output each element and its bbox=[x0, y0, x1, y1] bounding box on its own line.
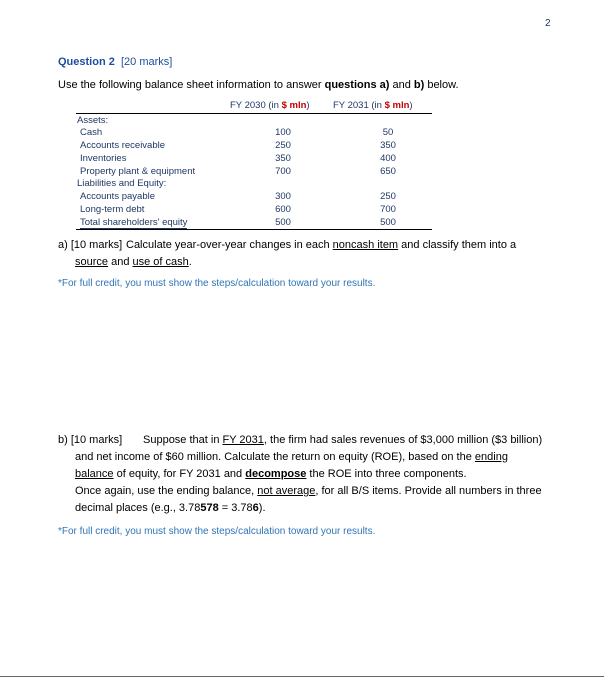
section-assets: Assets: bbox=[77, 115, 109, 126]
table-row: Cash 100 50 bbox=[80, 127, 394, 138]
part-b-text: Suppose that in bbox=[143, 434, 223, 446]
question-marks: [20 marks] bbox=[120, 56, 173, 68]
source-term: source bbox=[75, 256, 109, 268]
part-b-text4: of equity, for FY 2031 and bbox=[113, 468, 246, 480]
intro-text: Use the following balance sheet information to answer bbox=[58, 79, 325, 91]
fy-2031-term: FY 2031 bbox=[222, 434, 264, 446]
question-label: Question 2 bbox=[58, 56, 115, 68]
intro-bold-a: questions a) bbox=[324, 79, 390, 91]
part-b-text8: decimal places (e.g., 3.78 bbox=[75, 502, 201, 514]
part-b-note: *For full credit, you must show the steps/calculation toward your results. bbox=[58, 526, 376, 537]
part-b-text10: ). bbox=[258, 502, 266, 514]
table-row: Inventories 350 400 bbox=[80, 153, 396, 164]
page-bottom-rule bbox=[0, 676, 604, 677]
table-row: Accounts payable 300 250 bbox=[80, 191, 396, 202]
part-b-text7: , for all B/S items. Provide all numbers in three bbox=[315, 485, 542, 497]
table-row: Accounts receivable 250 350 bbox=[80, 140, 396, 151]
table-row: Long-term debt 600 700 bbox=[80, 204, 396, 215]
balance-sheet-table bbox=[76, 100, 432, 232]
part-b-text9: = 3.78 bbox=[218, 502, 253, 514]
part-b-tag: b) [10 marks] bbox=[58, 434, 123, 446]
col-header-fy2031: FY 2031 (in $ mln) bbox=[333, 100, 413, 111]
section-liabilities: Liabilities and Equity: bbox=[77, 178, 167, 189]
part-a bbox=[58, 237, 548, 271]
part-b-text5: the ROE into three components. bbox=[306, 468, 467, 480]
part-a-tag: a) [10 marks] bbox=[58, 239, 123, 251]
balance-term: balance bbox=[75, 468, 114, 480]
example-bold-result: 6 bbox=[252, 502, 259, 514]
page-number: 2 bbox=[545, 18, 551, 29]
part-a-and: and bbox=[108, 256, 133, 268]
intro-post: below. bbox=[424, 79, 459, 91]
table-row: Total shareholders' equity 500 500 bbox=[80, 217, 396, 228]
part-a-period: . bbox=[188, 256, 192, 268]
intro-and: and bbox=[389, 79, 414, 91]
decompose-term: decompose bbox=[245, 468, 307, 480]
noncash-term: noncash item bbox=[332, 239, 399, 251]
part-a-text2: and classify them into a bbox=[398, 239, 517, 251]
part-b-text6: Once again, use the ending balance, bbox=[75, 485, 258, 497]
part-a-note: *For full credit, you must show the steps/calculation toward your results. bbox=[58, 278, 376, 289]
col-header-fy2030: FY 2030 (in $ mln) bbox=[230, 100, 310, 111]
table-bottom-rule bbox=[76, 229, 432, 230]
part-a-text: Calculate year-over-year changes in each bbox=[126, 239, 333, 251]
part-b bbox=[58, 432, 548, 517]
intro-bold-b: b) bbox=[413, 79, 425, 91]
use-of-cash-term: use of cash bbox=[132, 256, 189, 268]
question-intro bbox=[58, 79, 459, 91]
ending-term: ending bbox=[474, 451, 508, 463]
table-row: Property plant & equipment 700 650 bbox=[80, 166, 396, 177]
example-bold-digits: 578 bbox=[200, 502, 219, 514]
part-b-text3: and net income of $60 million. Calculate the return on equity (ROE), based on the bbox=[75, 451, 475, 463]
table-top-rule bbox=[76, 113, 432, 114]
not-average-term: not average bbox=[257, 485, 316, 497]
question-title bbox=[58, 56, 172, 68]
part-b-text2: , the firm had sales revenues of $3,000 million ($3 billion) bbox=[263, 434, 543, 446]
